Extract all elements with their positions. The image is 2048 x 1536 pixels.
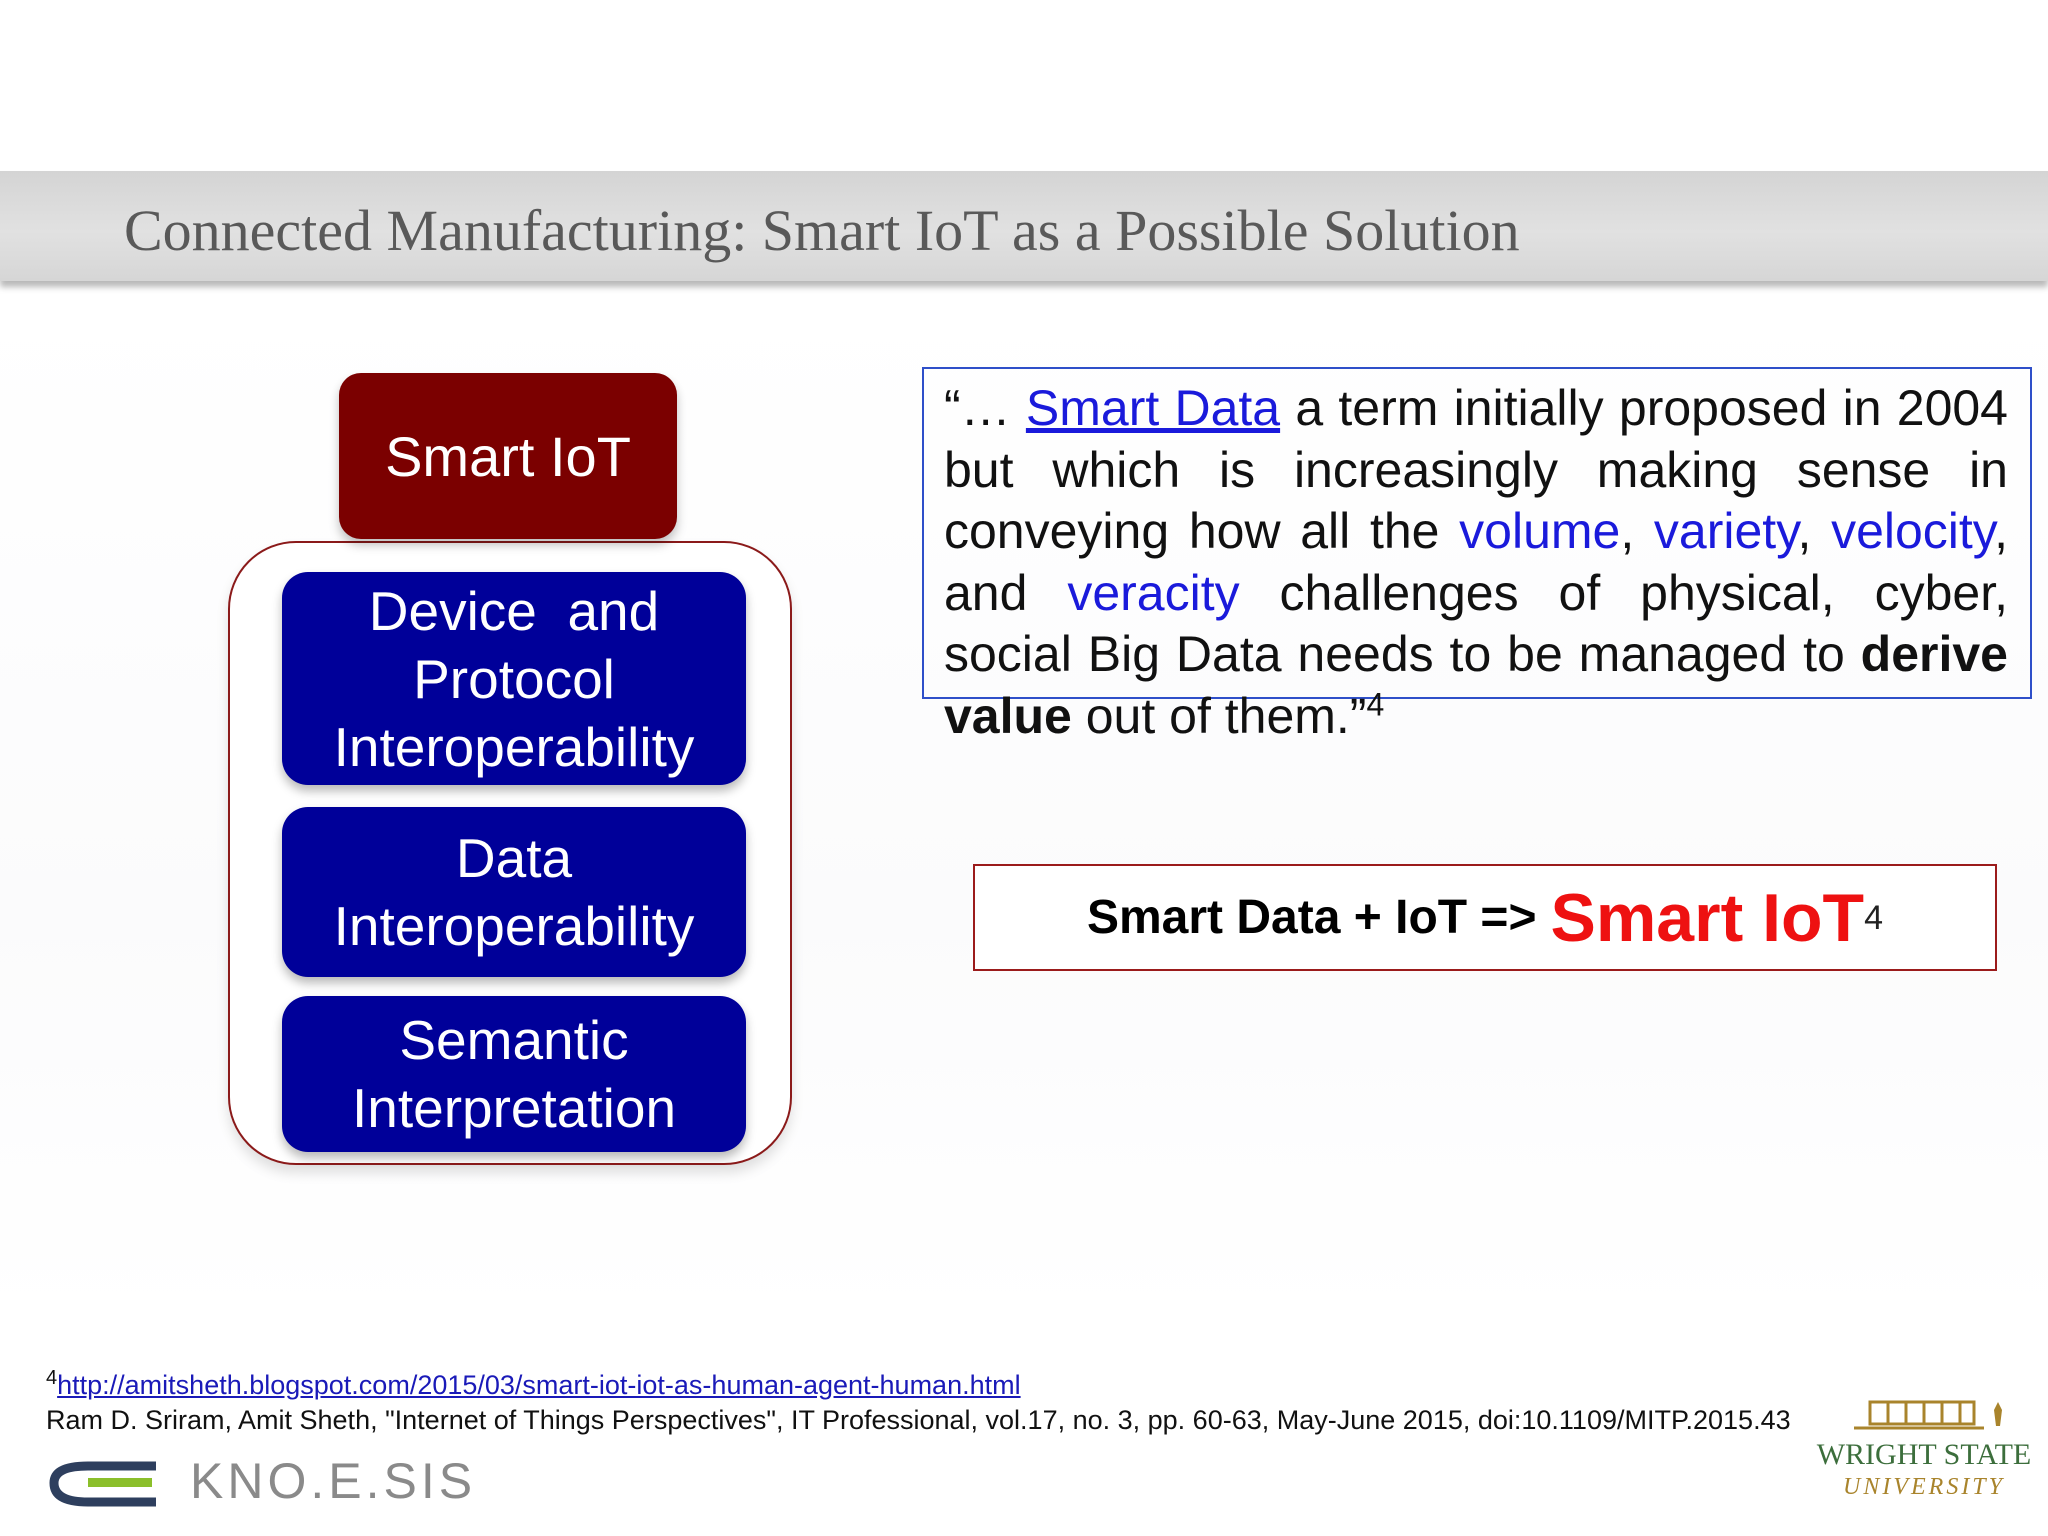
wsu-line1: WRIGHT STATE bbox=[1816, 1438, 2032, 1471]
footer-url-line bbox=[46, 1368, 1791, 1403]
smart-iot-box bbox=[339, 373, 677, 539]
quote-segment: out of them.” bbox=[1071, 687, 1367, 744]
formula-box: Smart Data + IoT => Smart IoT 4 bbox=[973, 864, 1997, 971]
slide-title: Connected Manufacturing: Smart IoT as a Possible Solution bbox=[124, 198, 1520, 263]
knoesis-wordmark: KNO.E.SIS bbox=[190, 1453, 477, 1509]
quote-segment: a term initially proposed in 2004 but which is increasingly making sense in conveying how all the bbox=[944, 380, 2008, 559]
layer-line: Device and bbox=[368, 579, 660, 642]
quote-segment: , bbox=[1620, 503, 1654, 559]
term-veracity: veracity bbox=[1067, 564, 1240, 621]
footer-citation: Ram D. Sriram, Amit Sheth, "Internet of Things Perspectives", IT Professional, vol.17, no. 3, pp. 60-63, May-June 2015, doi:10.1109/MITP.2015.43 bbox=[46, 1405, 1791, 1435]
footnote-marker: 4 bbox=[1366, 685, 1385, 722]
wright-state-logo bbox=[1814, 1398, 2034, 1503]
device-protocol-layer bbox=[282, 572, 746, 785]
quote-open: “… bbox=[944, 380, 1026, 436]
term-velocity: velocity bbox=[1831, 503, 1995, 559]
layer-line: Interpretation bbox=[351, 1077, 677, 1139]
formula-smart-iot: Smart IoT bbox=[1550, 879, 1865, 956]
blog-link[interactable]: http://amitsheth.blogspot.com/2015/03/smart-iot-iot-as-human-agent-human.html bbox=[57, 1370, 1021, 1400]
footer-sup: 4 bbox=[46, 1367, 58, 1389]
term-volume: volume bbox=[1459, 503, 1621, 559]
semantic-interpretation-layer bbox=[282, 996, 746, 1152]
derive-value-bold: derive value bbox=[944, 626, 2008, 744]
quote-text bbox=[944, 378, 2008, 747]
quote-segment: , and bbox=[944, 503, 2008, 621]
wsu-line2: UNIVERSITY bbox=[1843, 1474, 2005, 1500]
smart-iot-label: Smart IoT bbox=[385, 424, 631, 488]
layer-line: Interoperability bbox=[333, 715, 695, 778]
layer-line: Data bbox=[455, 827, 573, 889]
formula-plain: Smart Data + IoT => bbox=[1086, 891, 1537, 944]
term-variety: variety bbox=[1653, 503, 1798, 559]
title-bar bbox=[0, 171, 2048, 281]
layer-line: Interoperability bbox=[333, 895, 695, 957]
data-interoperability-layer bbox=[282, 807, 746, 977]
quote-segment: challenges of physical, cyber, social Big Data needs to be managed to bbox=[944, 564, 2008, 682]
footer-references bbox=[46, 1368, 1791, 1438]
layer-line: Semantic bbox=[399, 1009, 629, 1071]
smart-data-link[interactable]: Smart Data bbox=[1025, 380, 1281, 436]
layer-line: Protocol bbox=[413, 647, 615, 710]
quote-segment: , bbox=[1797, 503, 1832, 559]
